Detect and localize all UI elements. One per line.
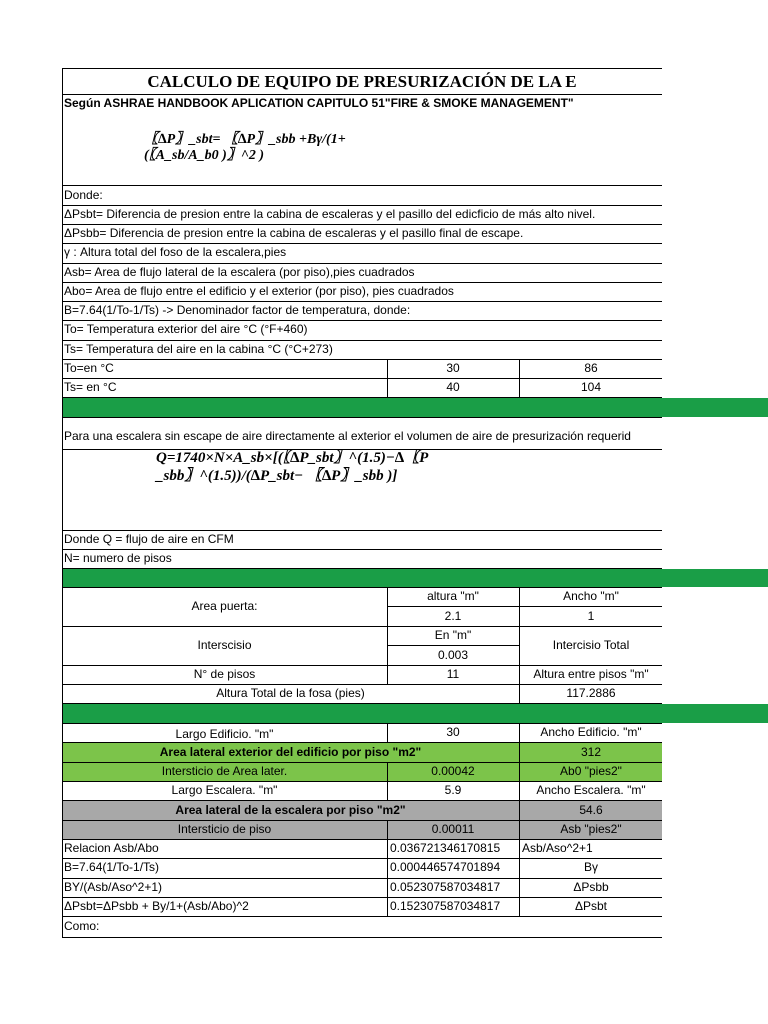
stair-area-value: 54.6 [579, 803, 603, 817]
def-row: ΔPsbb= Diferencia de presion entre la cabina de escaleras y el pasillo final de escape. [64, 226, 524, 240]
temp-to-c: 30 [446, 361, 460, 375]
stair-length-label: Largo Escalera. "m" [171, 783, 278, 797]
formula-line-2: (〖A_sb/A_b0 )〗^2 ) [144, 148, 264, 163]
calc-label: Relacion Asb/Abo [64, 841, 159, 855]
door-height-header: altura "m" [427, 589, 479, 603]
subtitle: Según ASHRAE HANDBOOK APLICATION CAPITULO 51"FIRE & SMOKE MANAGEMENT" [64, 96, 574, 110]
def-row: B=7.64(1/To-1/Ts) -> Denominador factor de temperatura, donde: [64, 303, 411, 317]
formula-pressure [144, 132, 346, 164]
calc-label: ΔPsbt=ΔPsbb + By/1+(Asb/Abo)^2 [64, 899, 249, 913]
calc-unit: ΔPsbt [574, 899, 608, 913]
ext-area-value: 312 [580, 745, 602, 759]
calc-label: BY/(Asb/Aso^2+1) [64, 880, 163, 894]
ext-gap-label: Intersticio de Area later. [161, 764, 288, 778]
formula-line-1: 〖∆P〗_sbt= 〖∆P〗_sbb +Bγ/(1+ [144, 132, 346, 147]
ext-gap-value: 0.00042 [431, 764, 475, 778]
door-height-value: 2.1 [444, 609, 462, 623]
floor-gap-value: 0.00011 [431, 822, 475, 836]
def-row: To= Temperatura exterior del aire °C (°F+460) [64, 322, 308, 336]
gap-total-label: Intercisio Total [552, 638, 630, 652]
q-definition: Donde Q = flujo de aire en CFM [64, 532, 234, 546]
como-label: Como: [64, 919, 100, 933]
gap-value: 0.003 [437, 648, 469, 662]
door-width-header: Ancho "m" [563, 589, 619, 603]
total-height-value: 117.2886 [566, 686, 616, 700]
door-label: Area puerta: [191, 599, 258, 613]
door-width-value: 1 [587, 609, 595, 623]
calc-label: B=7.64(1/To-1/Ts) [64, 860, 160, 874]
calc-value: 0.152307587034817 [390, 899, 501, 913]
stair-length-value: 5.9 [444, 783, 462, 797]
def-row: Donde: [64, 188, 103, 202]
stair-area-label: Area lateral de la escalera por piso "m2" [175, 803, 406, 817]
page-title: CALCULO DE EQUIPO DE PRESURIZACIÓN DE LA E [147, 72, 577, 91]
temp-ts-f: 104 [580, 380, 602, 394]
ext-gap-unit: Ab0 "pies2" [560, 764, 622, 778]
floors-label: N° de pisos [193, 667, 256, 681]
ext-area-label: Area lateral exterior del edificio por piso "m2" [159, 745, 422, 759]
temp-label-ts: Ts= en °C [64, 380, 117, 394]
calc-value: 0.052307587034817 [390, 880, 501, 894]
section-band [63, 398, 768, 417]
building-width-label: Ancho Edificio. "m" [540, 725, 642, 739]
gap-label: Interscisio [197, 638, 252, 652]
gap-unit: En "m" [434, 628, 472, 642]
calc-unit: ΔPsbb [573, 880, 609, 894]
temp-ts-c: 40 [446, 380, 460, 394]
calc-unit: Bγ [583, 860, 598, 874]
floor-height-label: Altura entre pisos "m" [533, 667, 649, 681]
formula-line-2: _sbb〗^(1.5))/(∆P_sbt− 〖∆P〗_sbb )] [156, 468, 398, 484]
formula-airflow [156, 449, 428, 485]
calc-unit: Asb/Aso^2+1 [522, 841, 593, 855]
temp-to-f: 86 [584, 361, 598, 375]
def-row: γ : Altura total del foso de la escalera,pies [64, 245, 287, 259]
def-row: Abo= Area de flujo entre el edificio y el exterior (por piso), pies cuadrados [64, 284, 454, 298]
stair-width-label: Ancho Escalera. "m" [536, 783, 646, 797]
floor-gap-unit: Asb "pies2" [560, 822, 622, 836]
floors-value: 11 [446, 667, 460, 681]
top-border [62, 68, 662, 69]
total-height-label: Altura Total de la fosa (pies) [216, 686, 365, 700]
floor-gap-label: Intersticio de piso [177, 822, 272, 836]
section-band [63, 569, 768, 587]
building-length-label: Largo Edificio. "m" [175, 727, 274, 741]
def-row: Asb= Area de flujo lateral de la escalera (por piso),pies cuadrados [64, 265, 415, 279]
paragraph: Para una escalera sin escape de aire directamente al exterior el volumen de aire de presurización requerid [64, 429, 631, 443]
formula-line-1: Q=1740×N×A_sb×[(〖∆P_sbt〗^(1.5)−∆〖P [156, 450, 429, 466]
def-row: ΔPsbt= Diferencia de presion entre la cabina de escaleras y el pasillo del edicficio de más alto nivel. [64, 207, 596, 221]
def-row: Ts= Temperatura del aire en la cabina °C (°C+273) [64, 342, 333, 356]
section-band [63, 704, 768, 723]
building-length-value: 30 [446, 725, 460, 739]
calc-value: 0.000446574701894 [390, 860, 501, 874]
calc-value: 0.036721346170815 [390, 841, 501, 855]
temp-label-to: To=en °C [64, 361, 114, 375]
n-definition: N= numero de pisos [64, 551, 172, 565]
